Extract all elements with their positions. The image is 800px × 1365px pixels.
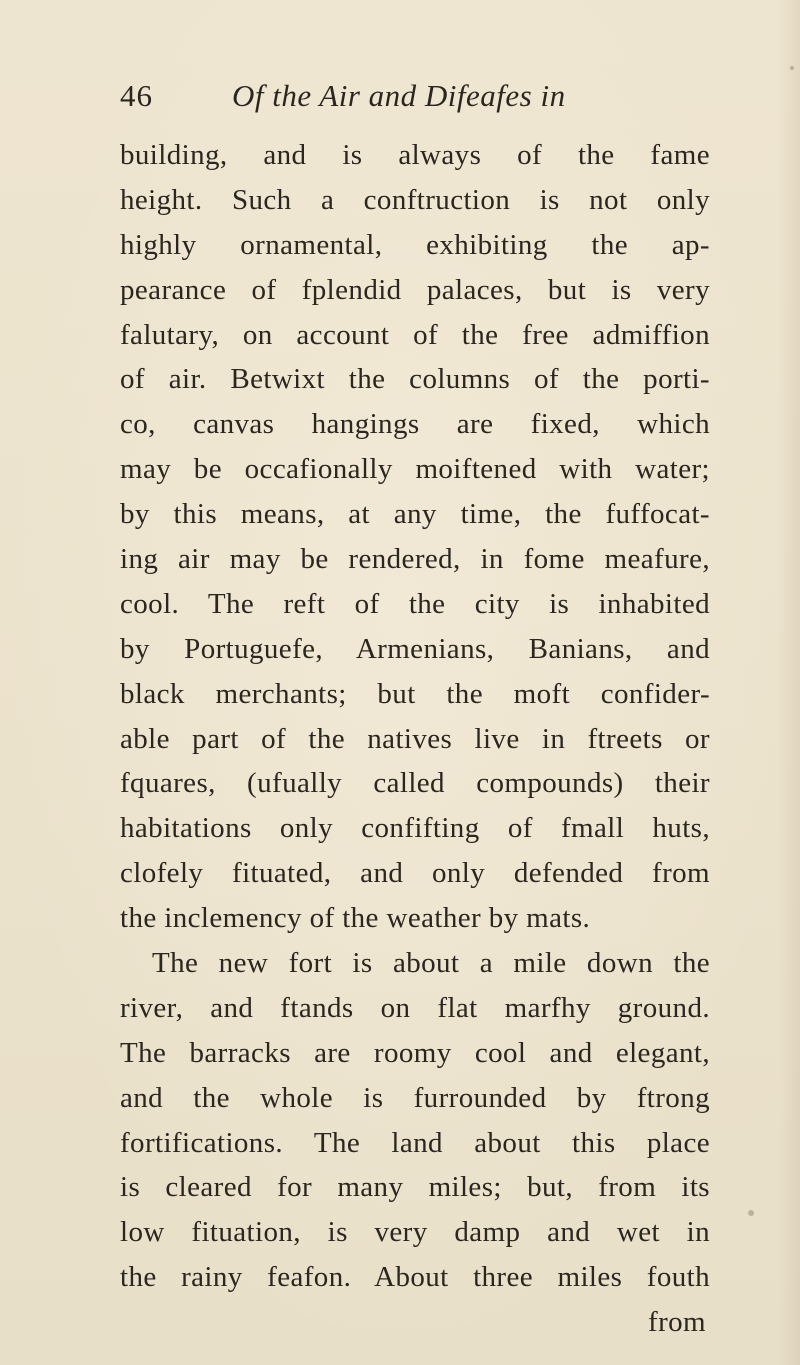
text-line: The barracks are roomy cool and elegant, bbox=[120, 1036, 710, 1069]
text-line: pearance of fplendid palaces, but is very bbox=[120, 273, 710, 306]
text-line: clofely fituated, and only defended from bbox=[120, 857, 710, 890]
text-line: of air. Betwixt the columns of the porti- bbox=[120, 363, 710, 396]
text-line: fquares, (ufually called compounds) their bbox=[120, 767, 710, 800]
text-line: highly ornamental, exhibiting the ap- bbox=[120, 228, 710, 261]
text-line: co, canvas hangings are fixed, which bbox=[120, 408, 710, 441]
running-head: Of the Air and Difeafes in bbox=[232, 78, 566, 113]
text-line: river, and ftands on flat marfhy ground. bbox=[120, 991, 710, 1024]
text-line: may be occafionally moiftened with water; bbox=[120, 453, 710, 486]
page-header bbox=[120, 78, 720, 122]
text-line: low fituation, is very damp and wet in bbox=[120, 1216, 710, 1249]
text-line: fortifications. The land about this place bbox=[120, 1126, 710, 1159]
paper-blemish bbox=[748, 1210, 754, 1216]
paper-blemish bbox=[790, 66, 794, 70]
text-line: is cleared for many miles; but, from its bbox=[120, 1171, 710, 1204]
text-line: height. Such a conftruction is not only bbox=[120, 183, 710, 216]
text-line: and the whole is furrounded by ftrong bbox=[120, 1081, 710, 1114]
body-text bbox=[120, 133, 710, 1345]
text-line: by Portuguefe, Armenians, Banians, and bbox=[120, 632, 710, 665]
text-line: the rainy feafon. About three miles fouth bbox=[120, 1261, 710, 1294]
text-line: able part of the natives live in ftreets or bbox=[120, 722, 710, 755]
text-line: ing air may be rendered, in fome meafure, bbox=[120, 543, 710, 576]
text-line: falutary, on account of the free admiffion bbox=[120, 318, 710, 351]
text-line: by this means, at any time, the fuffocat- bbox=[120, 498, 710, 531]
page-edge-shadow bbox=[778, 0, 800, 1365]
text-line: from bbox=[648, 1306, 706, 1339]
text-line: the inclemency of the weather by mats. bbox=[120, 902, 591, 935]
text-line: building, and is always of the fame bbox=[120, 139, 710, 171]
text-line: cool. The reft of the city is inhabited bbox=[120, 587, 710, 620]
page-number: 46 bbox=[120, 78, 153, 113]
text-line: The new fort is about a mile down the bbox=[152, 947, 710, 980]
text-line: habitations only confifting of fmall huts, bbox=[120, 812, 710, 845]
text-line: black merchants; but the moft confider- bbox=[120, 677, 710, 710]
